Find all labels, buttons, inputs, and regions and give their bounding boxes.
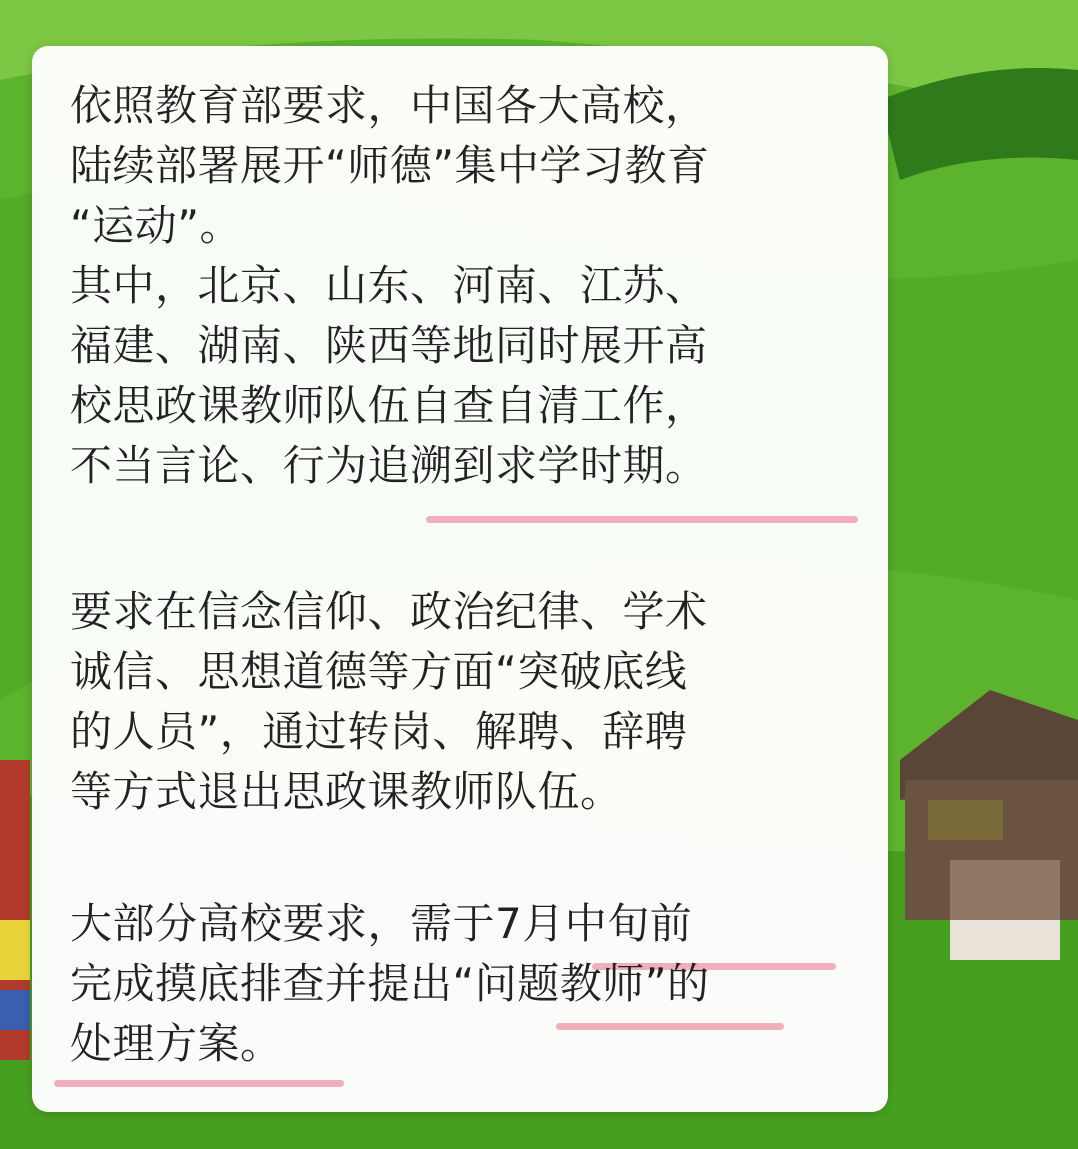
text-line: 依照教育部要求，中国各大高校， (70, 81, 708, 130)
text-line: 诚信、思想道德等方面“突破底线 (70, 647, 688, 696)
text-line: 的人员”，通过转岗、解聘、辞聘 (70, 707, 688, 756)
message-card (32, 46, 888, 1112)
highlight-underline (54, 1080, 344, 1087)
text-line: 要求在信念信仰、政治纪律、学术 (70, 587, 708, 636)
highlighted-phrase: 追溯到求学时期。 (367, 441, 708, 490)
text-line: 其中，北京、山东、河南、江苏、 (70, 261, 708, 310)
highlight-underline (426, 516, 858, 523)
text-segment: 完成摸底排查并提出“ (70, 959, 475, 1008)
text-segment: ”的 (644, 959, 710, 1008)
highlighted-phrase: 问题教师 (474, 959, 645, 1008)
highlighted-phrase: 7月中旬前 (495, 899, 693, 948)
text-line: 福建、湖南、陕西等地同时展开高 (70, 321, 708, 370)
text-segment: 不当言论、行为 (70, 441, 368, 490)
text-line: 陆续部署展开“师德”集中学习教育 (70, 141, 710, 190)
text-segment: 大部分高校要求，需于 (70, 899, 496, 948)
text-line: 处理方案。 (70, 1019, 283, 1068)
text-line (70, 894, 692, 954)
text-line (70, 954, 710, 1014)
text-line: 等方式退出思政课教师队伍。 (70, 767, 623, 816)
text-line (70, 436, 708, 496)
text-line: “运动”。 (70, 201, 243, 250)
text-line: 校思政课教师队伍自查自清工作， (70, 381, 708, 430)
highlight-underline (556, 1023, 784, 1030)
